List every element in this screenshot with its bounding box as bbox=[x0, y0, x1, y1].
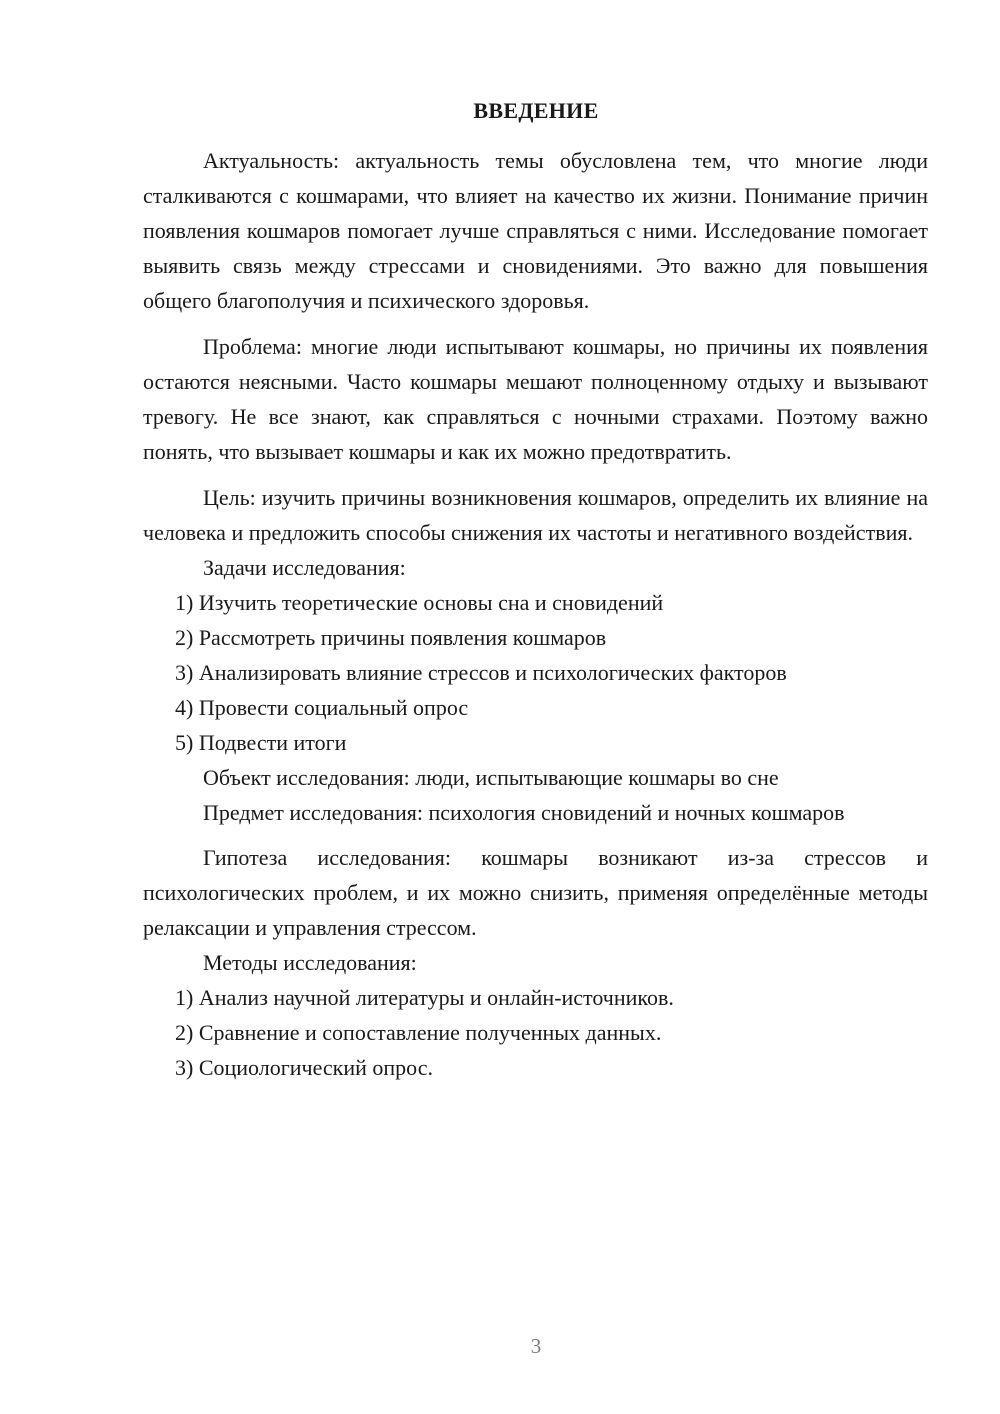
task-item: 2) Рассмотреть причины появления кошмаров bbox=[175, 625, 607, 650]
page-number: 3 bbox=[530, 1334, 542, 1358]
task-item: 1) Изучить теоретические основы сна и сновидений bbox=[175, 590, 664, 615]
task-item: 5) Подвести итоги bbox=[175, 730, 347, 755]
tasks-list bbox=[143, 585, 928, 760]
method-item: 3) Социологический опрос. bbox=[175, 1055, 433, 1080]
research-object: Объект исследования: люди, испытывающие кошмары во сне bbox=[203, 765, 779, 790]
method-item: 2) Сравнение и сопоставление полученных данных. bbox=[175, 1020, 662, 1045]
section-body bbox=[143, 143, 928, 1085]
methods-list bbox=[143, 980, 928, 1085]
task-item: 4) Провести социальный опрос bbox=[175, 695, 469, 720]
tasks-title: Задачи исследования: bbox=[203, 555, 406, 580]
goal-paragraph: Цель: изучить причины возникновения кошмаров, определить их влияние на человека и предложить способы снижения их частоты и негативного воздействия. bbox=[143, 485, 928, 545]
relevance-paragraph: Актуальность: актуальность темы обусловлена тем, что многие люди сталкиваются с кошмарами, что влияет на качество их жизни. Понимание причин появления кошмаров помогает лучше справляться с ними. Исследование помогает выявить связь между стрессами и сновидениями. Это важно для повышения общего благополучия и психического здоровья. bbox=[143, 148, 928, 313]
task-item: 3) Анализировать влияние стрессов и психологических факторов bbox=[175, 660, 787, 685]
research-subject: Предмет исследования: психология сновидений и ночных кошмаров bbox=[203, 800, 845, 825]
section-heading: ВВЕДЕНИЕ bbox=[473, 98, 599, 123]
hypothesis-paragraph: Гипотеза исследования: кошмары возникают из-за стрессов и психологических проблем, и их можно снизить, применяя определённые методы релаксации и управления стрессом. bbox=[143, 845, 928, 940]
problem-paragraph: Проблема: многие люди испытывают кошмары, но причины их появления остаются неясными. Часто кошмары мешают полноценному отдыху и вызывают тревогу. Не все знают, как справляться с ночными страхами. Поэтому важно понять, что вызывает кошмары и как их можно предотвратить. bbox=[143, 334, 928, 464]
methods-title: Методы исследования: bbox=[203, 950, 417, 975]
method-item: 1) Анализ научной литературы и онлайн-источников. bbox=[175, 985, 674, 1010]
